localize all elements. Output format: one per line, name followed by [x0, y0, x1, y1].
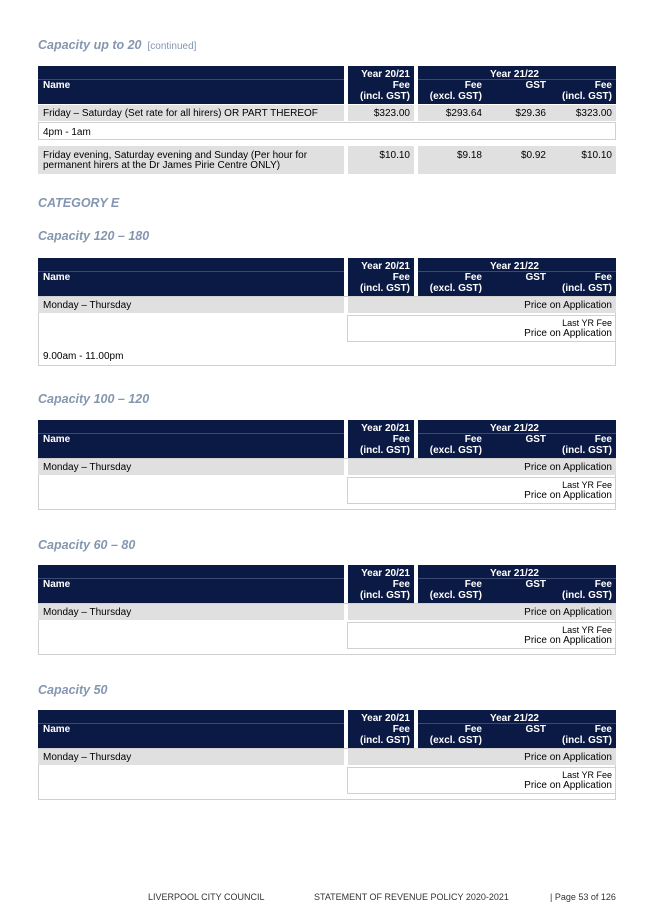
header-fee-incl: Fee: [594, 724, 612, 735]
table-row: [38, 105, 616, 121]
header-fee-excl: Fee: [464, 579, 482, 590]
header-incl: (incl. GST): [562, 735, 612, 746]
fee-table-capacity-100-120: [38, 420, 616, 510]
section-title-capacity-50: Capacity 50: [38, 683, 108, 697]
row-name: Monday – Thursday: [43, 462, 132, 473]
row-fee-incl: $323.00: [575, 108, 612, 119]
fee-table-capacity-120-180: [38, 258, 616, 366]
row-name: Friday – Saturday (Set rate for all hirers) OR PART THEREOF: [43, 108, 318, 119]
row-price: Price on Application: [524, 462, 612, 473]
header-gst: GST: [525, 579, 546, 590]
header-year-curr: Year 21/22: [490, 261, 539, 272]
row-fee-incl: $10.10: [581, 150, 612, 161]
row-name-line1: Friday evening, Saturday evening and Sunday (Per hour for: [43, 150, 308, 161]
header-excl: (excl. GST): [429, 283, 482, 294]
row-time: 4pm - 1am: [43, 127, 91, 138]
table-header: [38, 710, 616, 748]
row-price: Price on Application: [524, 300, 612, 311]
row-price: Price on Application: [524, 752, 612, 763]
table-row: [38, 459, 616, 475]
last-year-price: Price on Application: [524, 328, 612, 339]
header-incl: (incl. GST): [562, 590, 612, 601]
row-price: Price on Application: [524, 607, 612, 618]
header-year-curr: Year 21/22: [490, 713, 539, 724]
header-excl: (excl. GST): [429, 91, 482, 102]
section-title-text: Capacity up to 20: [38, 38, 142, 52]
header-gst: GST: [525, 724, 546, 735]
section-title-capacity-120-180: Capacity 120 – 180: [38, 229, 150, 243]
last-year-box: [347, 767, 616, 794]
row-time: 9.00am - 11.00pm: [43, 351, 124, 362]
header-fee-prev: Fee: [392, 579, 410, 590]
header-excl: (excl. GST): [429, 735, 482, 746]
header-year-prev: Year 20/21: [361, 261, 410, 272]
fee-table-capacity-20: [38, 66, 616, 176]
header-incl-prev: (incl. GST): [360, 445, 410, 456]
header-fee-prev: Fee: [392, 80, 410, 91]
last-year-label: Last YR Fee: [562, 318, 612, 328]
row-fee-prev: $10.10: [379, 150, 410, 161]
header-incl-prev: (incl. GST): [360, 91, 410, 102]
table-header: [38, 420, 616, 458]
table-row: [38, 146, 616, 174]
fee-table-capacity-60-80: [38, 565, 616, 655]
header-year-prev: Year 20/21: [361, 568, 410, 579]
header-year-prev: Year 20/21: [361, 713, 410, 724]
table-row: [38, 297, 616, 313]
header-incl-prev: (incl. GST): [360, 735, 410, 746]
fee-table-capacity-50: [38, 710, 616, 800]
header-year-curr: Year 21/22: [490, 69, 539, 80]
header-incl-prev: (incl. GST): [360, 283, 410, 294]
header-name: Name: [43, 579, 71, 590]
row-fee-excl: $293.64: [445, 108, 482, 119]
last-year-label: Last YR Fee: [562, 625, 612, 635]
header-gst: GST: [525, 272, 546, 283]
header-year-prev: Year 20/21: [361, 69, 410, 80]
header-fee-prev: Fee: [392, 724, 410, 735]
row-name-line2: permanent hirers at the Dr James Pirie Centre ONLY): [43, 160, 281, 171]
section-title-capacity-20: [38, 38, 196, 52]
header-year-prev: Year 20/21: [361, 423, 410, 434]
category-heading: CATEGORY E: [38, 196, 120, 210]
footer-page-number: | Page 53 of 126: [550, 892, 616, 902]
last-year-price: Price on Application: [524, 780, 612, 791]
last-year-label: Last YR Fee: [562, 770, 612, 780]
header-incl: (incl. GST): [562, 445, 612, 456]
last-year-price: Price on Application: [524, 490, 612, 501]
continued-label: [continued]: [147, 41, 197, 52]
row-name: Monday – Thursday: [43, 300, 132, 311]
footer-statement: STATEMENT OF REVENUE POLICY 2020-2021: [314, 892, 509, 902]
header-fee-excl: Fee: [464, 724, 482, 735]
footer-council: LIVERPOOL CITY COUNCIL: [148, 892, 265, 902]
header-name: Name: [43, 434, 71, 445]
last-year-price: Price on Application: [524, 635, 612, 646]
row-fee-excl: $9.18: [456, 150, 482, 161]
last-year-box: [347, 622, 616, 649]
table-header: [38, 258, 616, 296]
header-gst: GST: [525, 434, 546, 445]
header-fee-excl: Fee: [464, 80, 482, 91]
last-year-label: Last YR Fee: [562, 480, 612, 490]
row-gst: $29.36: [515, 108, 546, 119]
header-incl: (incl. GST): [562, 91, 612, 102]
section-title-capacity-60-80: Capacity 60 – 80: [38, 538, 136, 552]
header-fee-incl: Fee: [594, 434, 612, 445]
header-fee-incl: Fee: [594, 272, 612, 283]
header-gst: GST: [525, 80, 546, 91]
header-excl: (excl. GST): [429, 590, 482, 601]
header-fee-excl: Fee: [464, 272, 482, 283]
table-header: [38, 565, 616, 603]
header-name: Name: [43, 272, 71, 283]
header-name: Name: [43, 80, 71, 91]
header-year-curr: Year 21/22: [490, 423, 539, 434]
row-name: Monday – Thursday: [43, 752, 132, 763]
table-row: [38, 604, 616, 620]
last-year-box: [347, 315, 616, 342]
header-incl: (incl. GST): [562, 283, 612, 294]
header-name: Name: [43, 724, 71, 735]
table-header: [38, 66, 616, 104]
row-fee-prev: $323.00: [373, 108, 410, 119]
row-gst: $0.92: [520, 150, 546, 161]
last-year-box: [347, 477, 616, 504]
header-fee-incl: Fee: [594, 80, 612, 91]
header-excl: (excl. GST): [429, 445, 482, 456]
table-row-sub: [38, 122, 616, 140]
header-fee-excl: Fee: [464, 434, 482, 445]
header-fee-prev: Fee: [392, 272, 410, 283]
section-title-capacity-100-120: Capacity 100 – 120: [38, 392, 150, 406]
header-year-curr: Year 21/22: [490, 568, 539, 579]
header-fee-prev: Fee: [392, 434, 410, 445]
header-incl-prev: (incl. GST): [360, 590, 410, 601]
header-fee-incl: Fee: [594, 579, 612, 590]
table-row: [38, 749, 616, 765]
row-name: Monday – Thursday: [43, 607, 132, 618]
